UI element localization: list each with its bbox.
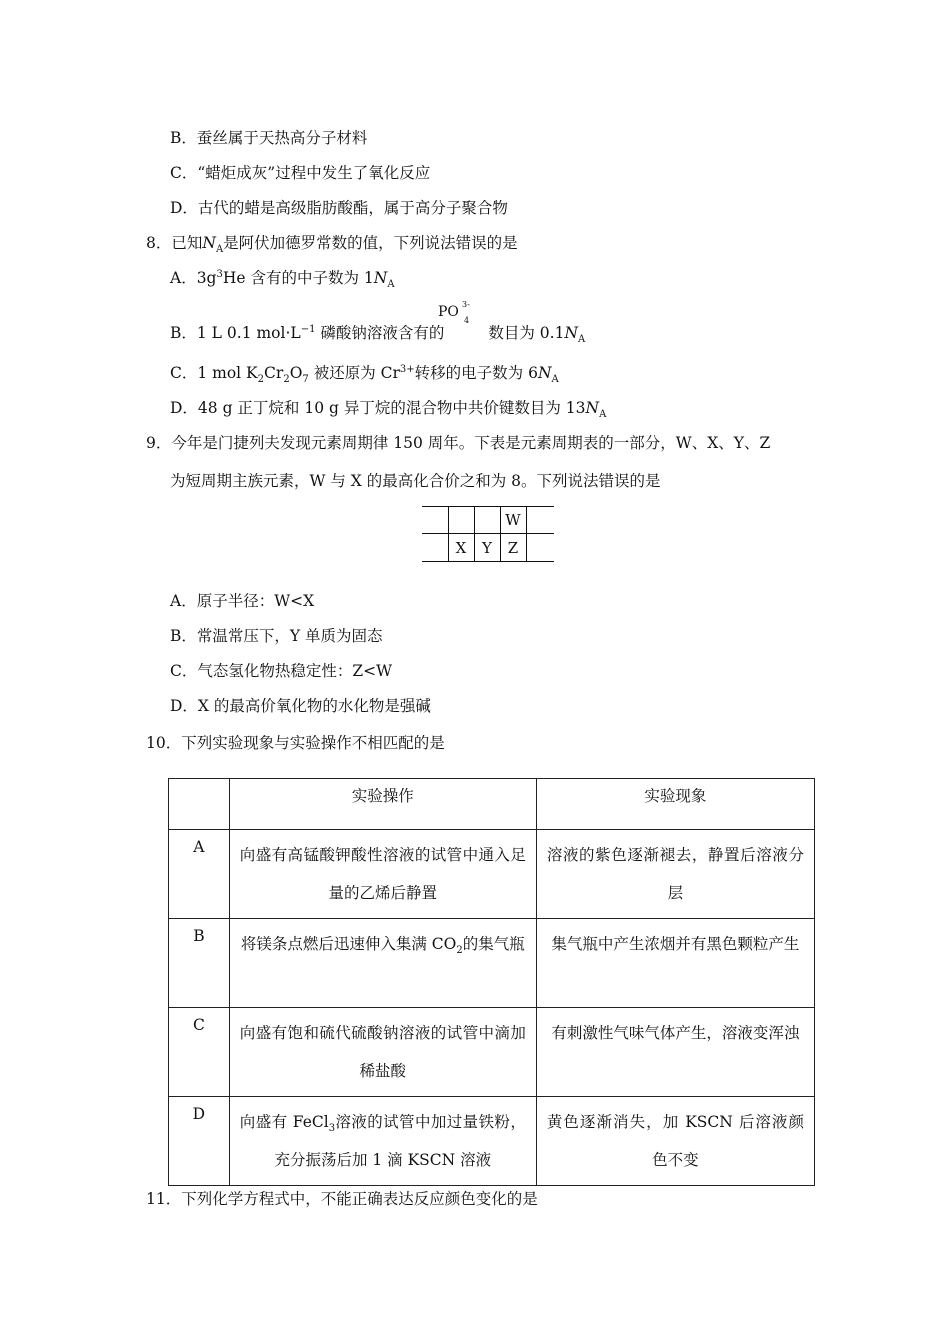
periodic-table-fragment <box>422 506 554 562</box>
q9-stem-line2: 为短周期主族元素，W 与 X 的最高化合价之和为 8。下列说法错误的是 <box>170 472 661 490</box>
element-x: X <box>455 539 467 557</box>
row-operation: 向盛有高锰酸钾酸性溶液的试管中通入足量的乙烯后静置 <box>239 846 526 902</box>
header-operation: 实验操作 <box>351 787 414 805</box>
q8-option-a: A．$3g^3He$ 含有的中子数为 $1N_A$ <box>170 268 395 291</box>
element-z: Z <box>507 539 519 557</box>
q9-option-c: C．气态氢化物热稳定性：Z<W <box>170 662 393 680</box>
row-label: C <box>192 1016 205 1034</box>
row-phenomenon: 集气瓶中产生浓烟并有黑色颗粒产生 <box>551 935 800 953</box>
q10-stem: 10．下列实验现象与实验操作不相匹配的是 <box>146 734 445 752</box>
table-row <box>169 919 815 1008</box>
row-label: D <box>192 1105 206 1123</box>
element-y: Y <box>482 539 492 557</box>
q8-option-b: B．1 L 0.1 $mol\cdot L^{-1}$ 磷酸钠溶液含有的 数目为 $0.1N_A$ <box>170 323 586 346</box>
q7-option-c: C．“蜡炬成灰”过程中发生了氧化反应 <box>170 164 431 182</box>
q11-stem: 11．下列化学方程式中，不能正确表达反应颜色变化的是 <box>146 1190 538 1208</box>
q9-stem-line1: 9．今年是门捷列夫发现元素周期律 150 周年。下表是元素周期表的一部分，W、X、Y、Z <box>146 434 771 452</box>
q9-option-b: B．常温常压下，Y 单质为固态 <box>170 627 383 645</box>
row-phenomenon: 溶液的紫色逐渐褪去，静置后溶液分层 <box>546 846 804 902</box>
row-label: A <box>193 838 205 856</box>
row-phenomenon: 有刺激性气味气体产生，溶液变浑浊 <box>551 1024 800 1042</box>
table-row <box>169 1097 815 1186</box>
experiment-table <box>168 778 815 1186</box>
element-w: W <box>505 511 521 529</box>
q9-option-a: A．原子半径：W<X <box>170 592 315 610</box>
row-label: B <box>193 927 205 945</box>
table-row <box>169 1008 815 1097</box>
q8-option-d: D．48 g 正丁烷和 10 g 异丁烷的混合物中共价键数目为 $13N_A$ <box>170 399 607 421</box>
q8-option-c: C．1 mol $K_2Cr_2O_7$ 被还原为 $Cr^{3+}$转移的电子数为 $6N_A$ <box>170 363 559 386</box>
table-row <box>169 830 815 919</box>
header-phenomenon: 实验现象 <box>644 787 707 805</box>
q8-stem: 8．已知$N_A$是阿伏加德罗常数的值，下列说法错误的是 <box>146 234 518 256</box>
row-operation: 将镁条点燃后迅速伸入集满 $CO_2$的集气瓶 <box>240 935 525 957</box>
q7-option-d: D．古代的蜡是高级脂肪酸酯，属于高分子聚合物 <box>170 199 508 217</box>
row-operation: 向盛有 FeCl$_3$溶液的试管中加过量铁粉，充分振荡后加 1 滴 KSCN 溶液 <box>239 1113 526 1169</box>
phosphate-ion-formula: PO 3- 4 <box>438 300 470 325</box>
q9-option-d: D．X 的最高价氧化物的水化物是强碱 <box>170 697 431 715</box>
row-phenomenon: 黄色逐渐消失，加 KSCN 后溶液颜色不变 <box>546 1113 804 1169</box>
q7-option-b: B．蚕丝属于天热高分子材料 <box>170 129 368 147</box>
row-operation: 向盛有饱和硫代硫酸钠溶液的试管中滴加稀盐酸 <box>239 1024 526 1080</box>
table-header-row <box>169 779 815 830</box>
